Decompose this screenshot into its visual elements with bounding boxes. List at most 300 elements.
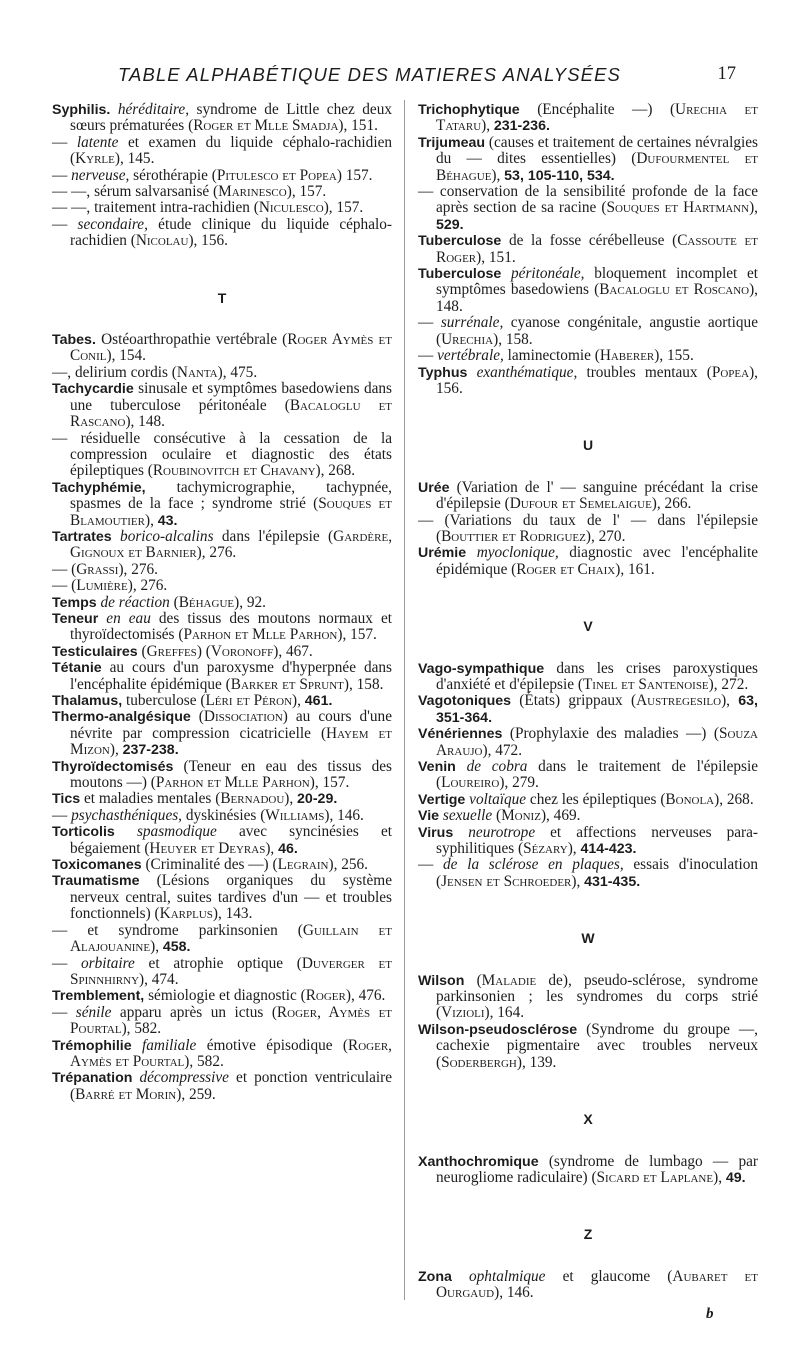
entry-keyword: Tuberculose bbox=[418, 233, 502, 250]
entry-text: — résiduelle consécutive à la cessation de la compression oculaire et diagnostic des états épileptiques ( bbox=[52, 429, 392, 480]
index-subentry bbox=[52, 808, 392, 824]
entry-text bbox=[115, 823, 137, 840]
entry-text: latente bbox=[76, 133, 119, 151]
author-name: Bernadou bbox=[220, 790, 285, 808]
entry-text: familiale bbox=[141, 1036, 197, 1054]
index-subentry bbox=[52, 578, 392, 594]
index-entry bbox=[418, 808, 758, 824]
author-name: Moniz bbox=[501, 807, 541, 825]
index-entry bbox=[52, 529, 392, 562]
entry-text: sinusale et symptômes basedowiens dans une tuberculose péritonéale ( bbox=[70, 380, 392, 414]
author-name: Maladie bbox=[481, 971, 537, 989]
entry-text: — ( bbox=[52, 560, 77, 578]
entry-text: ), 164. bbox=[484, 1004, 525, 1022]
index-entry bbox=[418, 135, 758, 184]
index-entry bbox=[418, 1269, 758, 1302]
page-ref: 63, 351-364. bbox=[436, 693, 759, 726]
index-entry bbox=[52, 759, 392, 792]
entry-text: ), 148. bbox=[436, 281, 758, 315]
index-entry bbox=[418, 661, 758, 694]
entry-text: ), bbox=[109, 741, 123, 759]
entry-text: troubles mentaux ( bbox=[577, 363, 712, 381]
author-name: Nicolau bbox=[135, 232, 189, 250]
index-entry bbox=[418, 973, 758, 1022]
entry-text: Ostéoarthropathie vertébrale ( bbox=[95, 331, 288, 349]
entry-text: psychasthéniques, bbox=[71, 806, 183, 824]
entry-text: décompressive bbox=[139, 1069, 229, 1087]
entry-text: sérothérapie ( bbox=[129, 166, 217, 184]
author-name: Loureiro bbox=[441, 774, 500, 792]
author-name: Roger et Mlle Smadja bbox=[193, 117, 339, 135]
entry-text: chez les épileptiques ( bbox=[526, 790, 666, 808]
entry-text: (Teneur en eau des tissus des moutons —) ( bbox=[70, 757, 392, 792]
entry-keyword: Toxicomanes bbox=[52, 857, 142, 874]
entry-text: diagnostic avec l'encéphalite épidémique ( bbox=[436, 544, 758, 578]
entry-text: ), bbox=[713, 1168, 726, 1186]
author-name: Legrain bbox=[277, 856, 329, 874]
entry-text: et ponction ventriculaire ( bbox=[70, 1069, 392, 1103]
entry-keyword: Wilson-pseudosclérose bbox=[418, 1021, 578, 1038]
entry-keyword: Xanthochromique bbox=[418, 1153, 539, 1170]
entry-text: ), 279. bbox=[499, 774, 539, 792]
entry-keyword: Wilson bbox=[418, 972, 465, 989]
entry-text bbox=[452, 1268, 469, 1285]
entry-keyword: Tachyphémie, bbox=[52, 479, 146, 496]
entry-text bbox=[467, 364, 476, 381]
entry-text: nerveuse, bbox=[71, 166, 130, 184]
index-entry bbox=[52, 988, 392, 1004]
entry-text: tuberculose ( bbox=[122, 692, 206, 709]
entry-text: ), 582. bbox=[121, 1020, 162, 1038]
index-subentry bbox=[52, 200, 392, 216]
section-letter: Z bbox=[583, 1226, 593, 1243]
entry-text: ), 145. bbox=[114, 150, 155, 168]
author-name: Bacaloglu et Roscano bbox=[599, 281, 750, 299]
author-name: Williams bbox=[265, 806, 325, 824]
index-entry bbox=[418, 102, 758, 135]
entry-text bbox=[132, 1037, 142, 1054]
index-subentry bbox=[52, 184, 392, 200]
entry-keyword: Tics bbox=[52, 791, 81, 808]
index-entry bbox=[52, 611, 392, 644]
entry-text: — bbox=[52, 133, 77, 151]
section-letter: V bbox=[583, 618, 593, 635]
entry-text: exanthématique, bbox=[476, 363, 578, 381]
entry-text: sexuelle bbox=[442, 807, 493, 825]
author-name: Gardère, Gignoux et Barnier bbox=[70, 527, 393, 562]
index-entry bbox=[418, 545, 758, 578]
entry-text: apparu après un ictus ( bbox=[111, 1003, 277, 1021]
index-subentry bbox=[418, 348, 758, 364]
entry-text: et maladies mentales ( bbox=[80, 790, 221, 808]
author-name: Dissociation bbox=[203, 708, 283, 726]
entry-text: — bbox=[418, 856, 444, 874]
index-entry bbox=[418, 1154, 758, 1187]
index-subentry bbox=[52, 562, 392, 578]
author-name: Hayem et Mizon bbox=[70, 724, 392, 759]
entry-text: dans le traitement de l'épilepsie ( bbox=[436, 758, 758, 792]
entry-text: — —, sérum salvarsanisé ( bbox=[52, 183, 219, 201]
entry-keyword: Thermo-analgésique bbox=[52, 709, 191, 726]
author-name: Tinel et Santenoise bbox=[582, 675, 709, 693]
author-name: Souques et Blamoutier bbox=[70, 495, 392, 529]
entry-text: ), 158. bbox=[343, 675, 384, 693]
entry-text: ), bbox=[721, 692, 739, 710]
author-name: Souques et Hartmann bbox=[606, 199, 750, 217]
entry-keyword: Vagotoniques bbox=[418, 693, 512, 710]
index-subentry bbox=[52, 923, 392, 956]
entry-text: ), 156. bbox=[188, 232, 228, 250]
entry-text: ), 157. bbox=[286, 183, 327, 201]
entry-text: avec syncinésies et bégaiement ( bbox=[70, 823, 393, 857]
entry-text: (Prophylaxie des maladies —) ( bbox=[502, 725, 719, 743]
author-name: Guillain et Alajouanine bbox=[70, 921, 392, 956]
index-subentry bbox=[52, 365, 392, 381]
entry-text bbox=[453, 824, 468, 841]
entry-text: de cobra bbox=[466, 758, 528, 775]
index-entry bbox=[52, 824, 392, 857]
entry-text: laminectomie ( bbox=[503, 347, 600, 365]
entry-text: surrénale, bbox=[440, 314, 504, 332]
entry-text: ), 259. bbox=[176, 1085, 216, 1103]
index-entry bbox=[52, 381, 392, 430]
entry-text: —, delirium cordis ( bbox=[52, 363, 177, 381]
entry-text: ( bbox=[190, 708, 204, 726]
author-name: Urechia et Tataru bbox=[436, 101, 758, 135]
entry-text: ), 154. bbox=[106, 347, 146, 365]
entry-text: ), bbox=[292, 692, 305, 709]
index-entry bbox=[52, 102, 392, 135]
entry-text: borico-alcalins bbox=[120, 527, 214, 545]
entry-keyword: Tachycardie bbox=[52, 381, 134, 398]
page-ref: 20-29. bbox=[297, 791, 338, 808]
entry-keyword: Vénériennes bbox=[418, 726, 503, 743]
index-subentry bbox=[418, 857, 758, 890]
index-entry bbox=[52, 660, 392, 693]
author-name: Haberer bbox=[599, 347, 655, 365]
index-subentry bbox=[52, 956, 392, 989]
entry-text: ) 157. bbox=[336, 166, 373, 184]
author-name: Parhon et Mlle Parhon bbox=[183, 626, 338, 644]
entry-text: ), 156. bbox=[436, 363, 758, 397]
author-name: Voronoff bbox=[210, 642, 274, 660]
entry-text: — bbox=[52, 1003, 76, 1021]
entry-keyword: Teneur bbox=[52, 610, 99, 627]
entry-text: et examen du liquide céphalo-rachidien ( bbox=[70, 133, 393, 168]
entry-text: ), 268. bbox=[315, 462, 356, 480]
author-name: Niculesco bbox=[258, 199, 324, 217]
entry-text: dans l'épilepsie ( bbox=[213, 527, 334, 545]
entry-keyword: Thalamus, bbox=[52, 693, 123, 709]
entry-text: (États) grippaux ( bbox=[511, 692, 637, 710]
entry-text: en eau bbox=[106, 609, 151, 627]
entry-text: ), 474. bbox=[139, 970, 179, 988]
index-subentry bbox=[52, 168, 392, 184]
entry-text: de la fosse cérébelleuse ( bbox=[501, 232, 678, 250]
entry-text: ), 472. bbox=[482, 741, 523, 759]
entry-text: ), 158. bbox=[493, 330, 533, 348]
entry-keyword: Urémie bbox=[418, 545, 467, 562]
entry-text: ), 157. bbox=[337, 626, 377, 644]
index-entry bbox=[418, 825, 758, 858]
entry-keyword: Tuberculose bbox=[418, 266, 502, 283]
index-entry bbox=[418, 759, 758, 792]
entry-text: — bbox=[52, 954, 82, 972]
page-ref: 49. bbox=[725, 1169, 746, 1186]
entry-text: — —, traitement intra-rachidien ( bbox=[52, 199, 259, 217]
entry-text: ), bbox=[150, 938, 163, 956]
entry-text: essais d'inoculation ( bbox=[436, 856, 759, 890]
index-subentry bbox=[52, 431, 392, 480]
entry-text: ), bbox=[265, 839, 279, 857]
entry-text: dyskinésies ( bbox=[182, 806, 266, 824]
entry-text: ), bbox=[749, 199, 758, 217]
index-subentry bbox=[52, 217, 392, 250]
author-name: Léri et Péron bbox=[205, 692, 293, 709]
signature-mark: b bbox=[706, 1306, 714, 1322]
entry-text: émotive épisodique ( bbox=[196, 1036, 349, 1054]
entry-text: neurotrope bbox=[468, 823, 536, 841]
index-entry bbox=[52, 1038, 392, 1071]
entry-text: ), 272. bbox=[708, 675, 749, 693]
entry-text: vertébrale, bbox=[437, 347, 504, 365]
entry-text: ), 276. bbox=[118, 560, 158, 578]
index-subentry bbox=[52, 135, 392, 168]
author-name: Aubaret et Ourgaud bbox=[436, 1267, 758, 1302]
entry-text: spasmodique bbox=[136, 823, 217, 841]
entry-text: ), bbox=[571, 872, 585, 890]
author-name: Grassi bbox=[76, 560, 119, 578]
entry-text: ), 157. bbox=[323, 199, 364, 217]
author-name: Roger, Aymès et Pourtal bbox=[70, 1036, 392, 1070]
author-name: Dufour et Semelaigue bbox=[509, 495, 652, 513]
entry-keyword: Testiculaires bbox=[52, 643, 138, 660]
author-name: Heuyer et Deyras bbox=[149, 839, 266, 857]
author-name: Bacaloglu et Rascano bbox=[70, 396, 393, 431]
entry-text: ), 143. bbox=[212, 905, 253, 923]
entry-text bbox=[501, 265, 511, 282]
entry-text: ), 151. bbox=[476, 248, 516, 266]
right-column bbox=[418, 102, 758, 1302]
entry-keyword: Temps bbox=[52, 594, 97, 611]
entry-text: voltaïque bbox=[469, 790, 527, 808]
author-name: Barré et Morin bbox=[75, 1085, 177, 1103]
entry-text: cyanose congénitale, angustie aortique ( bbox=[436, 314, 758, 348]
entry-text: ( bbox=[492, 807, 502, 825]
author-name: Greffes bbox=[146, 642, 197, 660]
page-ref: 46. bbox=[278, 840, 298, 857]
entry-text: ), 582. bbox=[184, 1052, 224, 1070]
index-entry bbox=[52, 857, 392, 873]
author-name: Sézary bbox=[523, 840, 568, 858]
page-ref: 529. bbox=[436, 216, 464, 233]
author-name: Sicard et Laplane bbox=[596, 1168, 714, 1186]
entry-text: sénile bbox=[75, 1003, 112, 1021]
index-entry bbox=[52, 791, 392, 807]
entry-text: myoclonique, bbox=[476, 544, 559, 562]
page-ref: 461. bbox=[304, 693, 333, 709]
entry-text: ), 157. bbox=[309, 774, 350, 792]
entry-text: et atrophie optique ( bbox=[134, 954, 302, 972]
entry-text: — et syndrome parkinsonien ( bbox=[52, 921, 303, 939]
index-subentry bbox=[418, 315, 758, 348]
entry-text: (Criminalité des —) ( bbox=[141, 856, 278, 874]
entry-text bbox=[466, 544, 477, 561]
entry-keyword: Tabes. bbox=[52, 332, 96, 349]
index-entry bbox=[52, 693, 392, 709]
author-name: Lumière bbox=[76, 577, 128, 595]
section-letter: T bbox=[217, 289, 227, 306]
index-entry bbox=[52, 644, 392, 660]
entry-text: ), 276. bbox=[127, 577, 168, 595]
entry-text: ) ( bbox=[196, 642, 211, 660]
index-entry bbox=[52, 332, 392, 365]
index-entry bbox=[418, 266, 758, 315]
section-letter: W bbox=[581, 930, 595, 947]
page-ref: 237-238. bbox=[122, 742, 179, 759]
author-name: Cassoute et Roger bbox=[436, 232, 758, 266]
entry-text: (causes et traitement de certaines névralgies du — dites essentielles) ( bbox=[436, 133, 758, 168]
entry-keyword: Vie bbox=[418, 808, 440, 825]
entry-text: — bbox=[418, 347, 438, 365]
page-ref: 458. bbox=[162, 939, 191, 956]
entry-keyword: Traumatisme bbox=[52, 873, 140, 890]
entry-text: syndrome de Little chez deux sœurs prématurées ( bbox=[70, 101, 392, 135]
entry-keyword: Venin bbox=[418, 759, 456, 775]
author-name: Vizioli bbox=[441, 1004, 485, 1022]
index-subentry bbox=[52, 1005, 392, 1038]
author-name: Roubinovitch et Chavany bbox=[152, 462, 316, 480]
entry-text: ), bbox=[481, 117, 494, 135]
entry-text: (Lésions organiques du système nerveux central, suites tardives d'un — et troubles fonctionnels) ( bbox=[70, 872, 392, 923]
entry-text bbox=[112, 528, 120, 545]
page-number: 17 bbox=[717, 64, 736, 84]
entry-text: — ( bbox=[52, 577, 77, 595]
entry-keyword: Vertige bbox=[418, 791, 466, 808]
entry-text: de), pseudo-sclérose, syndrome parkinsonien ; les syndromes du corps strié ( bbox=[436, 971, 758, 1022]
author-name: Urechia bbox=[441, 330, 494, 348]
page-header bbox=[100, 64, 740, 92]
entry-text: des tissus des moutons normaux et thyroïdectomisés ( bbox=[70, 609, 392, 644]
section-letter: U bbox=[582, 437, 594, 454]
author-name: Jensen et Schroeder bbox=[441, 872, 572, 890]
author-name: Souza Araujo bbox=[436, 725, 758, 759]
entry-text: ), bbox=[284, 790, 298, 808]
entry-text: (Encéphalite —) ( bbox=[519, 101, 676, 118]
entry-text: ), 155. bbox=[654, 347, 694, 365]
left-column bbox=[52, 102, 392, 1103]
entry-text: et affections nerveuses para-syphilitiques ( bbox=[436, 823, 758, 858]
index-entry bbox=[418, 693, 758, 726]
author-name: Popea bbox=[711, 363, 750, 381]
entry-text: dans les crises paroxystiques d'anxiété et d'épilepsie ( bbox=[436, 659, 758, 693]
author-name: Duverger et Spinnhirny bbox=[70, 954, 392, 988]
entry-text: étude clinique du liquide céphalo-rachidien ( bbox=[70, 215, 392, 250]
entry-keyword: Virus bbox=[418, 824, 454, 841]
index-entry bbox=[52, 1070, 392, 1103]
entry-text: — conservation de la sensibilité profonde de la face après section de sa racine ( bbox=[418, 183, 758, 217]
entry-text: ( bbox=[169, 593, 179, 611]
entry-text: ), 268. bbox=[714, 790, 754, 808]
index-subentry bbox=[418, 184, 758, 233]
entry-text: ), 146. bbox=[324, 806, 364, 824]
author-name: Nanta bbox=[176, 363, 218, 381]
entry-text: ), 92. bbox=[234, 593, 266, 611]
section-letter: X bbox=[583, 1111, 593, 1128]
running-title: TABLE ALPHABÉTIQUE DES MATIERES ANALYSÉES bbox=[118, 64, 621, 85]
author-name: Karplus bbox=[159, 905, 213, 923]
entry-text: tachymicrographie, tachypnée, spasmes de la face ; syndrome strié ( bbox=[70, 478, 392, 513]
entry-text: — (Variations du taux de l' — dans l'épilepsie ( bbox=[418, 511, 758, 545]
entry-text: et glaucome ( bbox=[545, 1267, 673, 1285]
entry-text: ophtalmique bbox=[469, 1267, 546, 1285]
entry-text: (Syndrome du groupe —, cachexie pigmentaire avec troubles nerveux ( bbox=[436, 1020, 758, 1071]
author-name: Parhon et Mlle Parhon bbox=[155, 774, 310, 792]
page-ref: 431-435. bbox=[584, 873, 641, 890]
entry-keyword: Tremblement, bbox=[52, 988, 145, 1005]
entry-text: au cours d'un paroxysme d'hyperpnée dans l'encéphalite épidémique ( bbox=[70, 659, 392, 693]
entry-text: (syndrome de lumbago — par neurogliome radiculaire) ( bbox=[436, 1152, 758, 1186]
entry-keyword: Trémophilie bbox=[52, 1037, 132, 1054]
entry-keyword: Typhus bbox=[418, 364, 468, 381]
author-name: Dufourmentel et Béhague bbox=[436, 150, 759, 184]
index-entry bbox=[52, 595, 392, 611]
entry-text: ), 161. bbox=[615, 560, 655, 578]
entry-text: — bbox=[52, 166, 72, 184]
entry-text: (Variation de l' — sanguine précédant la crise d'épilepsie ( bbox=[436, 478, 758, 513]
author-name: Soderbergh bbox=[441, 1053, 517, 1071]
index-entry bbox=[418, 726, 758, 759]
entry-text: — bbox=[52, 806, 72, 824]
page-ref: 53, 105-110, 534. bbox=[504, 167, 615, 184]
index-entry bbox=[52, 873, 392, 922]
entry-keyword: Thyroïdectomisés bbox=[52, 758, 174, 775]
index-entry bbox=[418, 792, 758, 808]
entry-keyword: Torticolis bbox=[52, 824, 115, 841]
index-entry bbox=[52, 480, 392, 529]
index-entry bbox=[418, 365, 758, 398]
author-name: Roger, Aymès et Pourtal bbox=[70, 1003, 393, 1038]
author-name: Marinesco bbox=[218, 183, 287, 201]
entry-keyword: Tétanie bbox=[52, 660, 102, 677]
author-name: Roger Aymès et Conil bbox=[70, 331, 392, 365]
author-name: Kyrle bbox=[75, 150, 115, 168]
entry-text: héréditaire, bbox=[117, 101, 190, 118]
entry-text: ( bbox=[464, 971, 482, 989]
index-entry bbox=[418, 480, 758, 513]
column-divider bbox=[404, 100, 405, 1300]
entry-keyword: Tartrates bbox=[52, 528, 112, 545]
entry-text: ), 467. bbox=[273, 642, 313, 660]
entry-text: — bbox=[52, 215, 78, 233]
page-ref: 414-423. bbox=[580, 841, 637, 858]
entry-text: ), 266. bbox=[651, 495, 692, 513]
entry-text: ), 270. bbox=[585, 527, 626, 545]
index-subentry bbox=[418, 513, 758, 546]
entry-text: ), 469. bbox=[540, 807, 581, 825]
author-name: Austregesilo bbox=[636, 692, 722, 710]
entry-text: ), 276. bbox=[196, 544, 237, 562]
index-entry bbox=[418, 233, 758, 266]
entry-text: péritonéale, bbox=[511, 265, 585, 283]
entry-keyword: Trijumeau bbox=[418, 134, 486, 151]
entry-keyword: Trichophytique bbox=[418, 102, 520, 118]
entry-text: bloquement incomplet et symptômes basedowiens ( bbox=[436, 265, 758, 299]
entry-keyword: Zona bbox=[418, 1268, 452, 1285]
entry-text: ( bbox=[137, 642, 147, 660]
entry-text: de réaction bbox=[100, 593, 170, 611]
entry-text: ), 256. bbox=[328, 856, 368, 874]
